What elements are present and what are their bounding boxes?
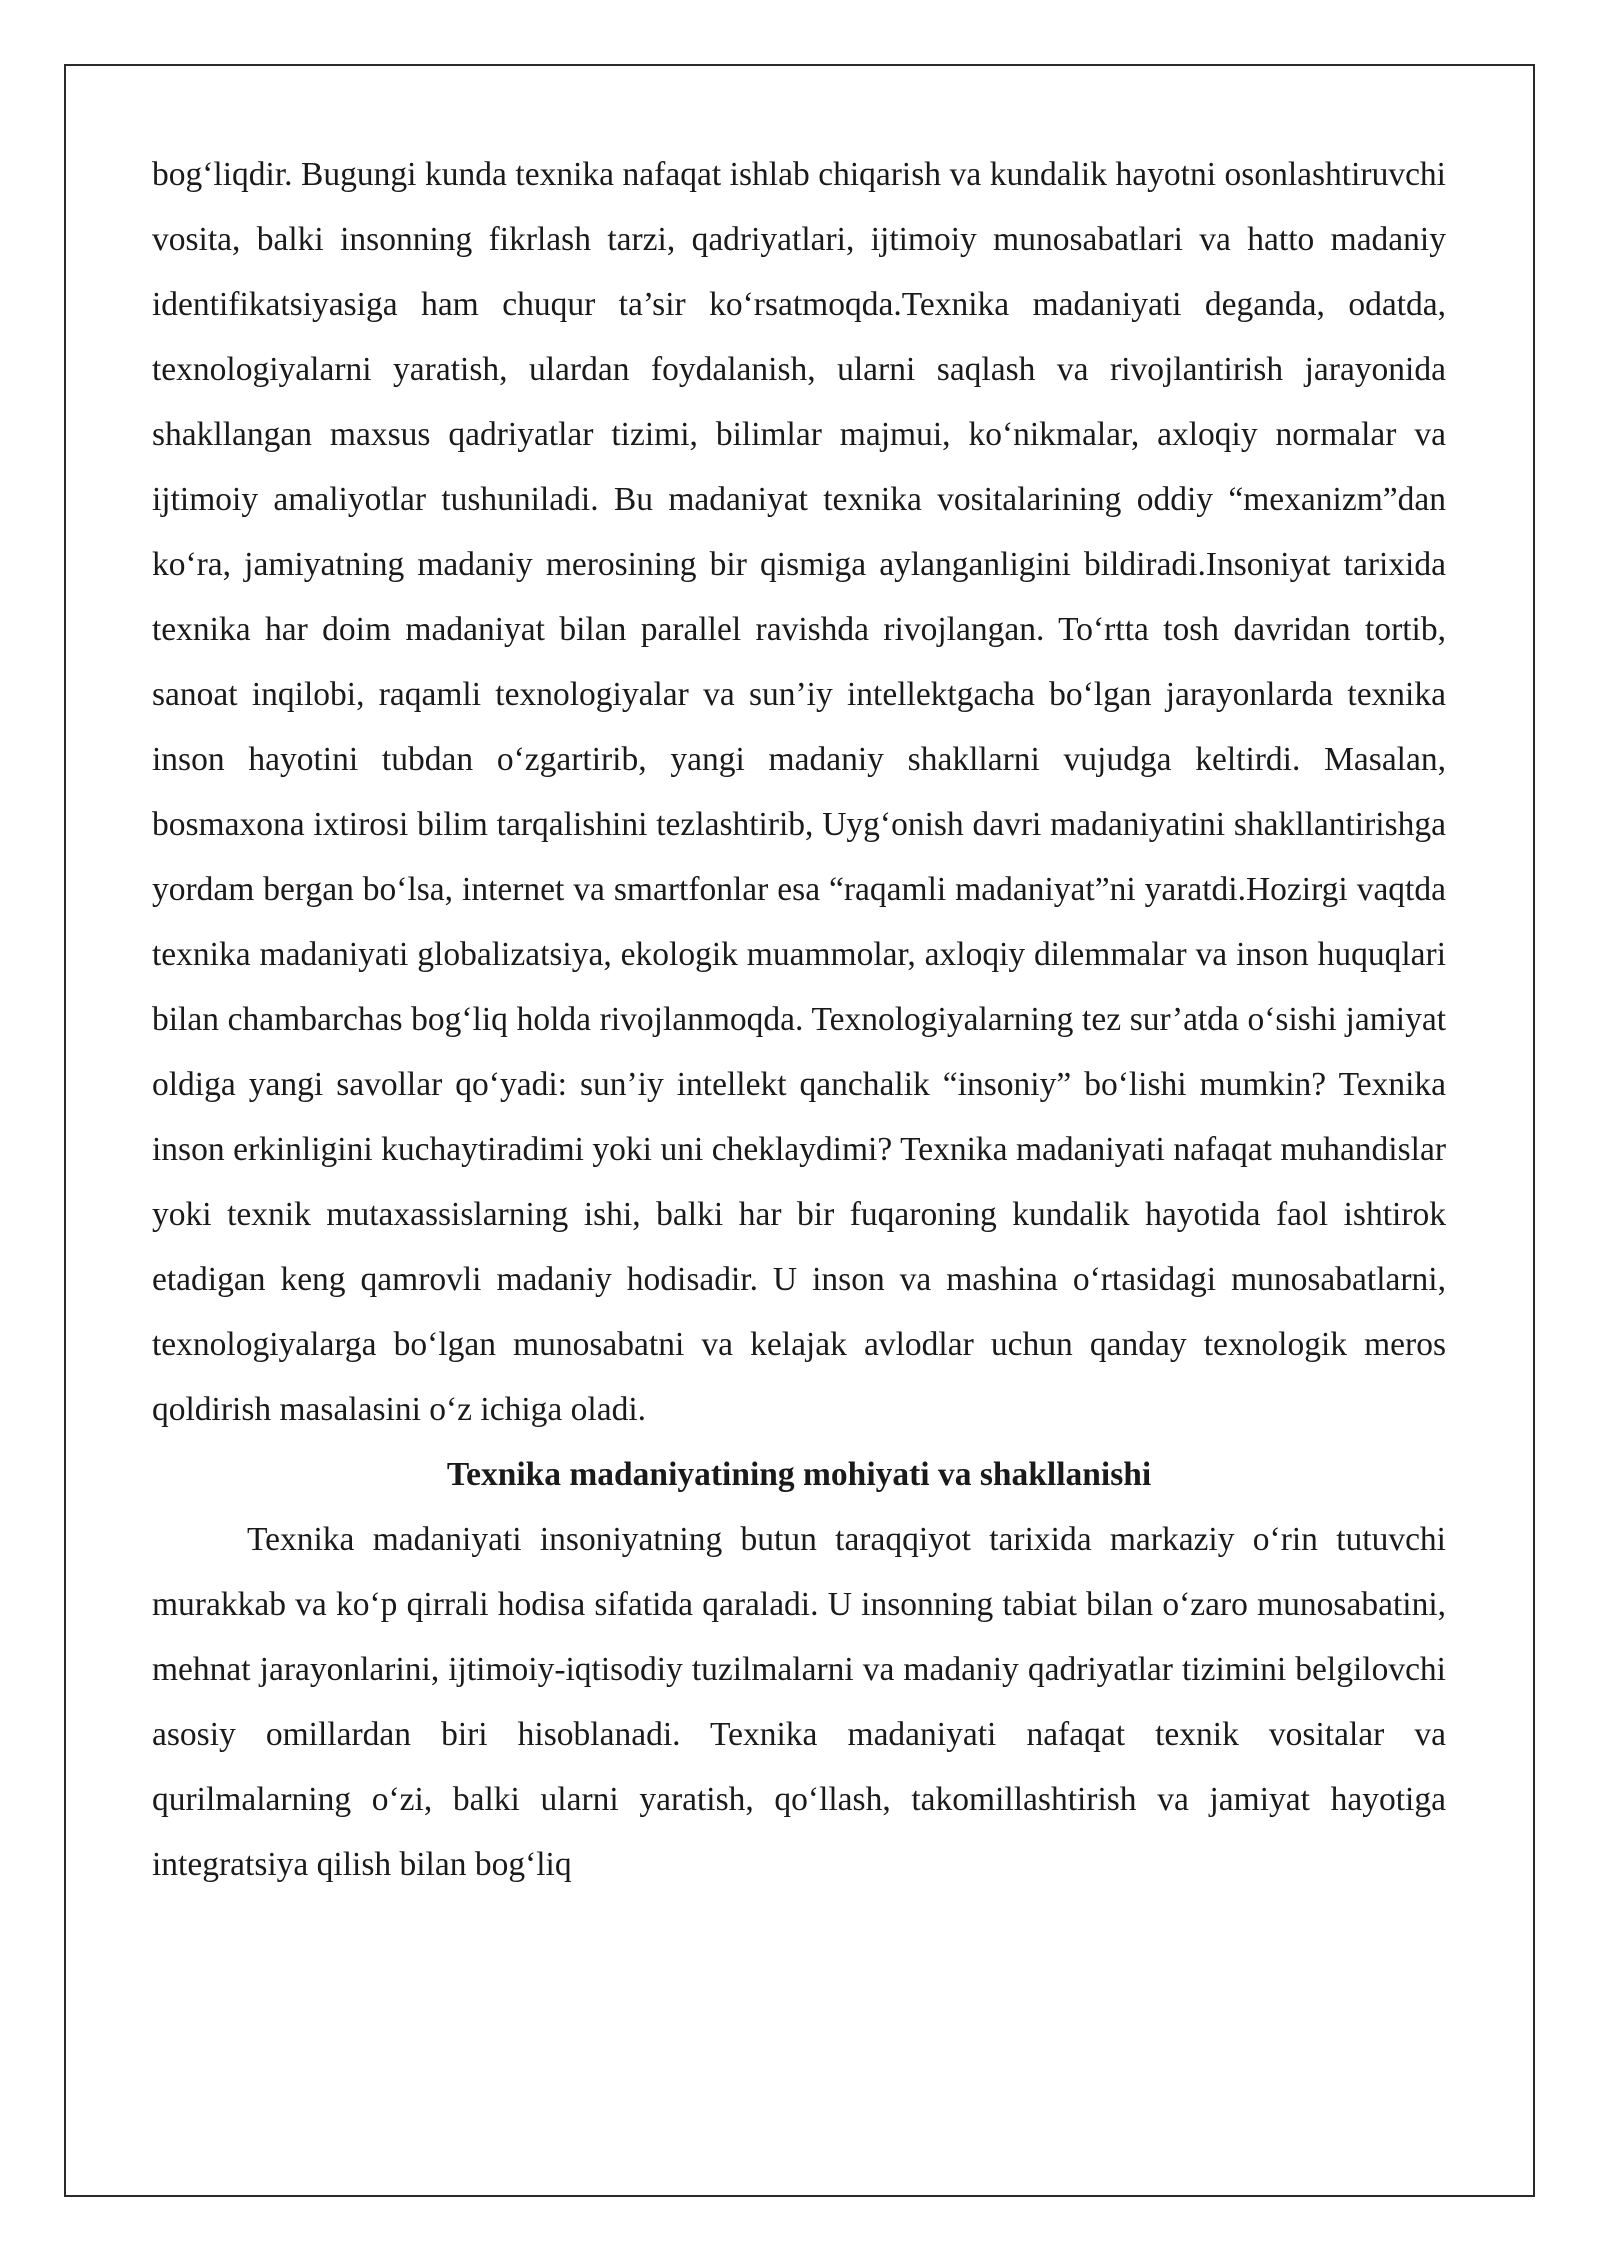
document-body — [152, 142, 1446, 1897]
paragraph-intro: bog‘liqdir. Bugungi kunda texnika nafaqat ishlab chiqarish va kundalik hayotni osonlashtiruvchi vosita, balki insonning fikrlash tarzi, qadriyatlari, ijtimoiy munosabatlari va hatto madaniy identifikatsiyasiga ham chuqur ta’sir ko‘rsatmoqda.Texnika madaniyati deganda, odatda, texnologiyalarni yaratish, ulardan foydalanish, ularni saqlash va rivojlantirish jarayonida shakllangan maxsus qadriyatlar tizimi, bilimlar majmui, ko‘nikmalar, axloqiy normalar va ijtimoiy amaliyotlar tushuniladi. Bu madaniyat texnika vositalarining oddiy “mexanizm”dan ko‘ra, jamiyatning madaniy merosining bir qismiga aylanganligini bildiradi.Insoniyat tarixida texnika har doim madaniyat bilan parallel ravishda rivojlangan. To‘rtta tosh davridan tortib, sanoat inqilobi, raqamli texnologiyalar va sun’iy intellektgacha bo‘lgan jarayonlarda texnika inson hayotini tubdan o‘zgartirib, yangi madaniy shakllarni vujudga keltirdi. Masalan, bosmaxona ixtirosi bilim tarqalishini tezlashtirib, Uyg‘onish davri madaniyatini shakllantirishga yordam bergan bo‘lsa, internet va smartfonlar esa “raqamli madaniyat”ni yaratdi.Hozirgi vaqtda texnika madaniyati globalizatsiya, ekologik muammolar, axloqiy dilemmalar va inson huquqlari bilan chambarchas bog‘liq holda rivojlanmoqda. Texnologiyalarning tez sur’atda o‘sishi jamiyat oldiga yangi savollar qo‘yadi: sun’iy intellekt qanchalik “insoniy” bo‘lishi mumkin? Texnika inson erkinligini kuchaytiradimi yoki uni cheklaydimi? Texnika madaniyati nafaqat muhandislar yoki texnik mutaxassislarning ishi, balki har bir fuqaroning kundalik hayotida faol ishtirok etadigan keng qamrovli madaniy hodisadir. U inson va mashina o‘rtasidagi munosabatlarni, texnologiyalarga bo‘lgan munosabatni va kelajak avlodlar uchun qanday texnologik meros qoldirish masalasini o‘z ichiga oladi. — [152, 156, 1446, 1428]
paragraph-section-body: Texnika madaniyati insoniyatning butun taraqqiyot tarixida markaziy o‘rin tutuvchi murakkab va ko‘p qirrali hodisa sifatida qaraladi. U insonning tabiat bilan o‘zaro munosabatini, mehnat jarayonlarini, ijtimoiy-iqtisodiy tuzilmalarni va madaniy qadriyatlar tizimini belgilovchi asosiy omillardan biri hisoblanadi. Texnika madaniyati nafaqat texnik vositalar va qurilmalarning o‘zi, balki ularni yaratish, qo‘llash, takomillashtirish va jamiyat hayotiga integratsiya qilish bilan bog‘liq — [152, 1521, 1446, 1883]
section-heading: Texnika madaniyatining mohiyati va shakllanishi — [446, 1456, 1152, 1493]
